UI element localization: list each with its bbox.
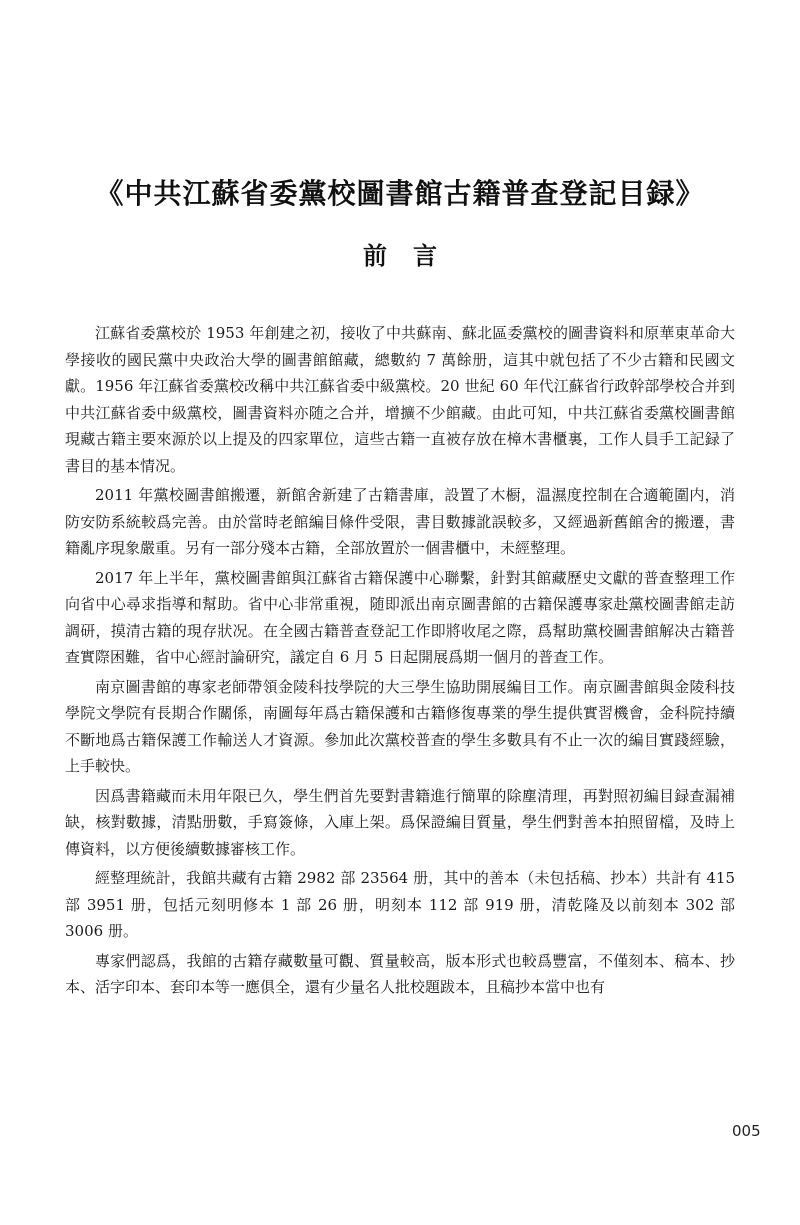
body-text — [65, 320, 735, 1004]
document-title: 《中共江蘇省委黨校圖書館古籍普查登記目録》 — [95, 177, 705, 210]
paragraph-4: 南京圖書館的專家老師帶領金陵科技學院的大三學生協助開展編目工作。南京圖書館與金陵科技學院文學院有長期合作關係，南圖每年爲古籍保護和古籍修復專業的學生提供實習機會，金科院持續不斷地爲古籍保護工作輸送人才資源。參加此次黨校普查的學生多數具有不止一次的編目實踐經驗，上手較快。 — [65, 677, 735, 775]
section-heading: 前言 — [363, 242, 463, 270]
page-number: 005 — [732, 1122, 761, 1140]
paragraph-5: 因爲書籍藏而未用年限已久，學生們首先要對書籍進行簡單的除塵清理，再對照初編目録查漏補缺，核對數據，清點册數，手寫簽條，入庫上架。爲保證編目質量，學生們對善本拍照留檔，及時上傳資料，以方便後續數據審核工作。 — [65, 786, 735, 858]
paragraph-2: 2011 年黨校圖書館搬遷，新館舍新建了古籍書庫，設置了木橱，温濕度控制在合適範圍内，消防安防系統較爲完善。由於當時老館編目條件受限，書目數據訛誤較多，又經過新舊館舍的搬遷，書籍亂序現象嚴重。另有一部分殘本古籍，全部放置於一個書櫃中，未經整理。 — [65, 486, 735, 557]
paragraph-6: 經整理統計，我館共藏有古籍 2982 部 23564 册，其中的善本（未包括稿、抄本）共計有 415 部 3951 册，包括元刻明修本 1 部 26 册，明刻本 112 部 919 册，清乾隆及以前刻本 302 部 3006 册。 — [65, 869, 735, 940]
paragraph-7: 專家們認爲，我館的古籍存藏數量可觀、質量較高，版本形式也較爲豐富，不僅刻本、稿本、抄本、活字印本、套印本等一應俱全，還有少量名人批校題跋本，且稿抄本當中也有 — [65, 951, 735, 996]
paragraph-1: 江蘇省委黨校於 1953 年創建之初，接收了中共蘇南、蘇北區委黨校的圖書資料和原華東革命大學接收的國民黨中央政治大學的圖書館館藏，總數約 7 萬餘册，這其中就包括了不少古籍和民國文獻。1956 年江蘇省委黨校改稱中共江蘇省委中級黨校。20 世紀 60 年代江蘇省行政幹部學校合并到中共江蘇省委中級黨校，圖書資料亦随之合并，增擴不少館藏。由此可知，中共江蘇省委黨校圖書館現藏古籍主要來源於以上提及的四家單位，這些古籍一直被存放在樟木書櫃裏，工作人員手工記録了書目的基本情况。 — [65, 324, 735, 475]
paragraph-3: 2017 年上半年，黨校圖書館與江蘇省古籍保護中心聯繫，針對其館藏歷史文獻的普查整理工作向省中心尋求指導和幫助。省中心非常重視，随即派出南京圖書館的古籍保護專家赴黨校圖書館走訪調研，摸清古籍的現存狀况。在全國古籍普查登記工作即將收尾之際，爲幫助黨校圖書館解决古籍普查實際困難，省中心經討論研究，議定自 6 月 5 日起開展爲期一個月的普查工作。 — [65, 568, 735, 666]
